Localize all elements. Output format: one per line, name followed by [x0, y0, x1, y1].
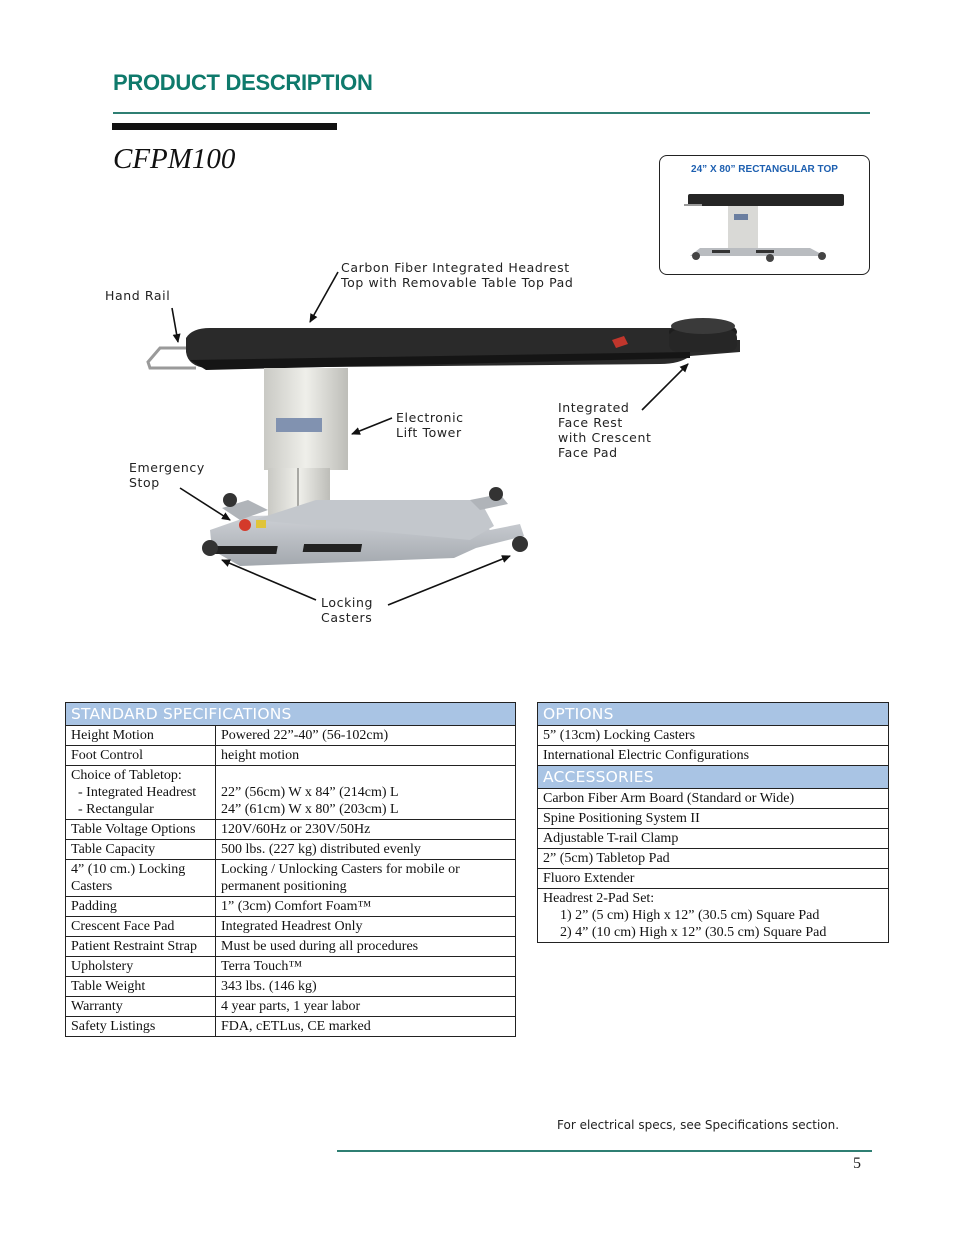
table-row	[538, 809, 889, 829]
table-row	[66, 977, 516, 997]
callout-hand-rail: Hand Rail	[105, 288, 171, 303]
tabletop-label: Choice of Tabletop:	[71, 768, 182, 783]
table-row	[66, 917, 516, 937]
callout-lift-tower: Electronic Lift Tower	[396, 410, 464, 440]
spec-value: 120V/60Hz or 230V/50Hz	[216, 820, 516, 840]
spec-value	[216, 766, 516, 820]
table-row	[66, 1017, 516, 1037]
tabletop-value-headrest: 22” (56cm) W x 84” (214cm) L	[221, 785, 399, 800]
table-row	[538, 789, 889, 809]
accessories-header: ACCESSORIES	[538, 766, 889, 789]
table-row	[66, 820, 516, 840]
spec-value: Powered 22”-40” (56-102cm)	[216, 726, 516, 746]
spec-value: Locking / Unlocking Casters for mobile or permanent positioning	[216, 860, 516, 897]
accessory-item: Spine Positioning System II	[538, 809, 889, 829]
table-row	[66, 746, 516, 766]
accessory-item: Carbon Fiber Arm Board (Standard or Wide)	[538, 789, 889, 809]
table-row	[538, 726, 889, 746]
spec-value: Terra Touch™	[216, 957, 516, 977]
spec-value: height motion	[216, 746, 516, 766]
spec-label: Upholstery	[66, 957, 216, 977]
spec-label: Warranty	[66, 997, 216, 1017]
spec-label: Table Weight	[66, 977, 216, 997]
table-row	[66, 840, 516, 860]
standard-specifications-table	[65, 702, 516, 1037]
spec-label: Foot Control	[66, 746, 216, 766]
tabletop-option-rectangular: - Rectangular	[78, 802, 154, 817]
spec-label: Patient Restraint Strap	[66, 937, 216, 957]
option-item: 5” (13cm) Locking Casters	[538, 726, 889, 746]
headrest-set-line: 2) 4” (10 cm) High x 12” (30.5 cm) Square Pad	[560, 925, 827, 940]
headrest-set-title: Headrest 2-Pad Set:	[543, 891, 655, 906]
table-row	[66, 957, 516, 977]
table-row	[66, 766, 516, 820]
spec-value: Integrated Headrest Only	[216, 917, 516, 937]
accessory-item: 2” (5cm) Tabletop Pad	[538, 849, 889, 869]
standard-specifications-header: STANDARD SPECIFICATIONS	[66, 703, 516, 726]
spec-label: 4” (10 cm.) Locking Casters	[66, 860, 216, 897]
accessory-item: Adjustable T-rail Clamp	[538, 829, 889, 849]
table-row	[66, 860, 516, 897]
table-row	[538, 889, 889, 943]
table-row	[66, 937, 516, 957]
accessory-item: Fluoro Extender	[538, 869, 889, 889]
table-row	[538, 746, 889, 766]
spec-value: 343 lbs. (146 kg)	[216, 977, 516, 997]
spec-label	[66, 766, 216, 820]
callout-locking-casters: Locking Casters	[321, 595, 374, 625]
spec-label: Safety Listings	[66, 1017, 216, 1037]
tabletop-option-headrest: - Integrated Headrest	[78, 785, 197, 800]
table-row	[66, 997, 516, 1017]
page-number: 5	[853, 1155, 861, 1172]
callout-emergency-stop: Emergency Stop	[129, 460, 205, 490]
accessory-item	[538, 889, 889, 943]
spec-label: Table Voltage Options	[66, 820, 216, 840]
electrical-specs-note: For electrical specs, see Specifications section.	[557, 1118, 840, 1132]
model-name: CFPM100	[113, 143, 236, 175]
footer-divider	[337, 1150, 872, 1152]
callout-headrest: Carbon Fiber Integrated Headrest Top with Removable Table Top Pad	[341, 260, 574, 290]
spec-value: 1” (3cm) Comfort Foam™	[216, 897, 516, 917]
option-item: International Electric Configurations	[538, 746, 889, 766]
table-row	[66, 897, 516, 917]
options-accessories-table	[537, 702, 889, 943]
spec-value: Must be used during all procedures	[216, 937, 516, 957]
spec-value: FDA, cETLus, CE marked	[216, 1017, 516, 1037]
options-header: OPTIONS	[538, 703, 889, 726]
table-row	[538, 869, 889, 889]
spec-value: 500 lbs. (227 kg) distributed evenly	[216, 840, 516, 860]
spec-value: 4 year parts, 1 year labor	[216, 997, 516, 1017]
spec-label: Height Motion	[66, 726, 216, 746]
table-row	[538, 829, 889, 849]
inset-label: 24” X 80” RECTANGULAR TOP	[691, 164, 838, 175]
headrest-set-line: 1) 2” (5 cm) High x 12” (30.5 cm) Square Pad	[560, 908, 820, 923]
tabletop-value-rectangular: 24” (61cm) W x 80” (203cm) L	[221, 802, 399, 817]
spec-label: Table Capacity	[66, 840, 216, 860]
table-row	[538, 849, 889, 869]
table-row	[66, 726, 516, 746]
spec-label: Crescent Face Pad	[66, 917, 216, 937]
callout-face-rest: Integrated Face Rest with Crescent Face Pad	[558, 400, 652, 460]
section-title: PRODUCT DESCRIPTION	[113, 70, 373, 95]
spec-label: Padding	[66, 897, 216, 917]
